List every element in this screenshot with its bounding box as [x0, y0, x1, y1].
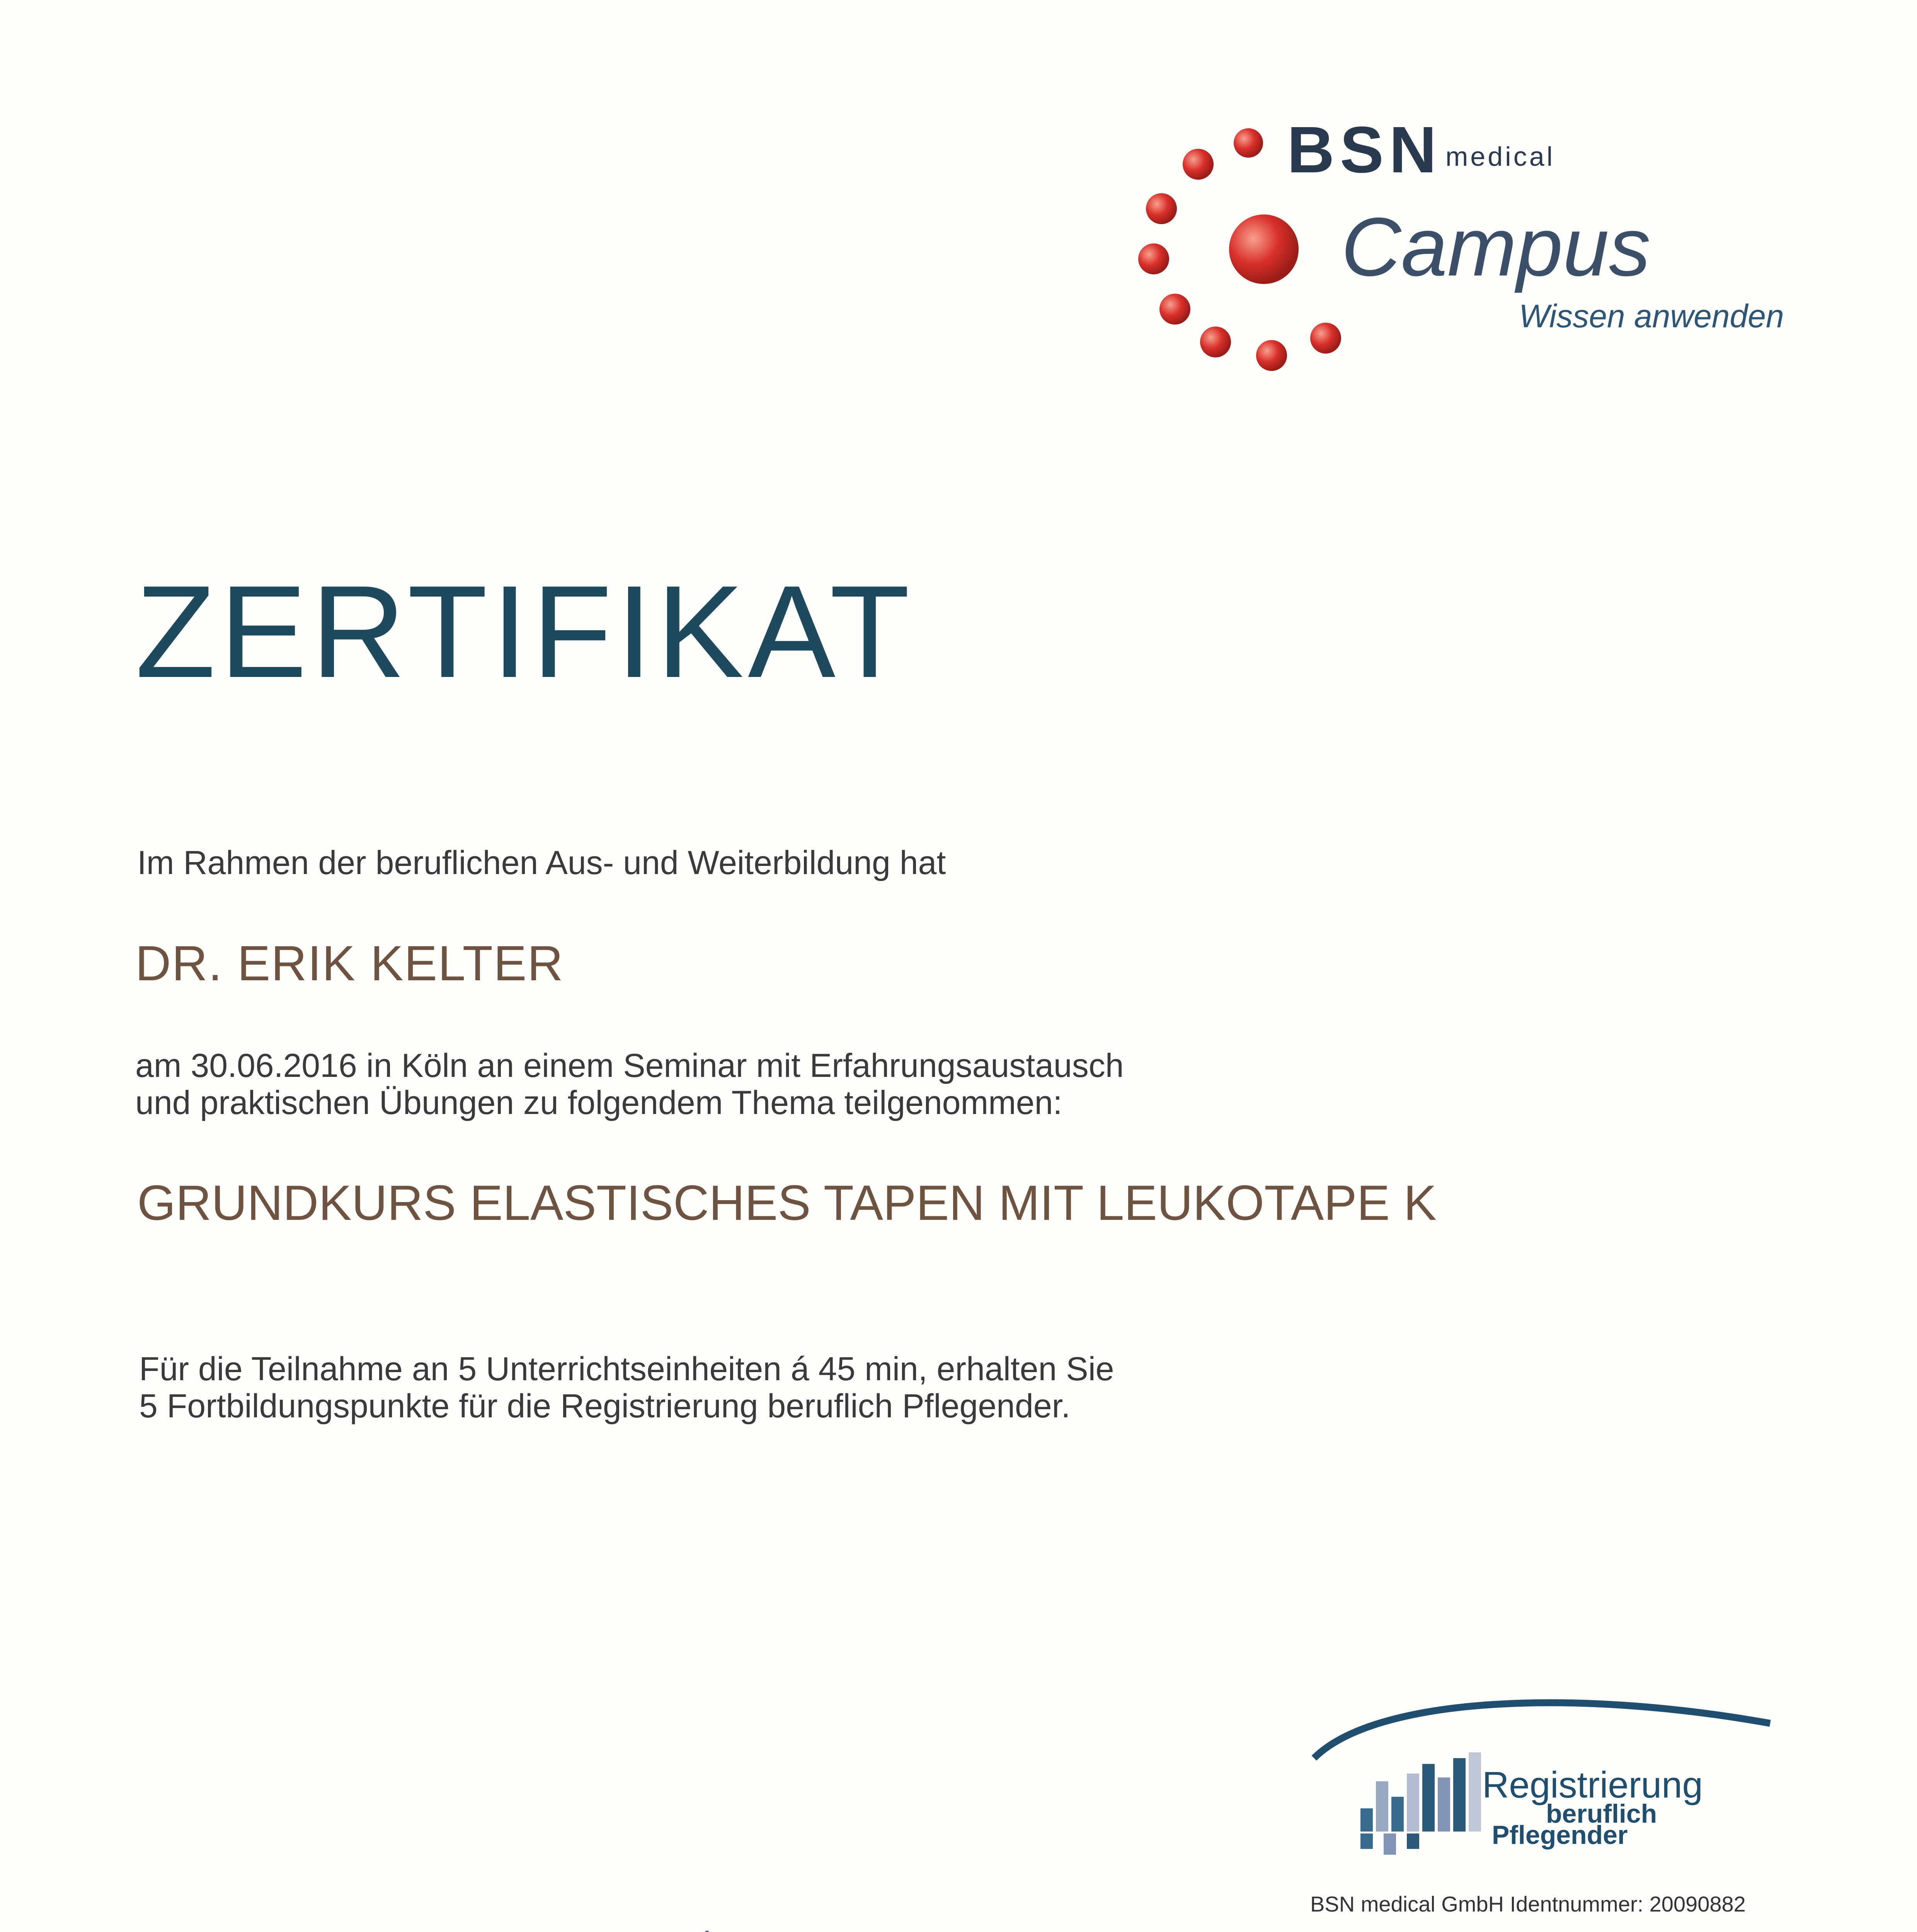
- medical-wordmark: medical: [1445, 141, 1555, 172]
- certificate-title: ZERTIFIKAT: [135, 558, 914, 705]
- bsn-wordmark: BSN: [1287, 113, 1442, 187]
- campus-wordmark: Campus: [1341, 200, 1651, 293]
- registrierung-line-2: beruflich: [1546, 1799, 1657, 1828]
- bsn-campus-logo: [1132, 113, 1813, 379]
- points-line-1: Für die Teilnahme an 5 Unterrichtseinheiten á 45 min, erhalten Sie: [139, 1350, 1114, 1388]
- event-text: [135, 1047, 1124, 1121]
- participant-name: DR. ERIK KELTER: [135, 936, 564, 991]
- course-title: GRUNDKURS ELASTISCHES TAPEN MIT LEUKOTAPE K: [137, 1175, 1437, 1231]
- campus-tagline: Wissen anwenden: [1519, 298, 1784, 334]
- intro-text: Im Rahmen der beruflichen Aus- und Weiterbildung hat: [137, 844, 946, 881]
- event-line-1: am 30.06.2016 in Köln an einem Seminar mit Erfahrungsaustausch: [135, 1047, 1124, 1084]
- handwritten-signature: [657, 1924, 1082, 1932]
- points-line-2: 5 Fortbildungspunkte für die Registrierung beruflich Pflegender.: [139, 1388, 1071, 1425]
- ident-number: BSN medical GmbH Identnummer: 20090882: [1310, 1892, 1746, 1916]
- signature-drawing: [657, 1924, 1082, 1932]
- registrierung-line-3: Pflegender: [1492, 1820, 1628, 1850]
- points-text: [139, 1350, 1114, 1425]
- event-line-2: und praktischen Übungen zu folgendem Thema teilgenommen:: [135, 1084, 1062, 1121]
- registrierung-logo: [1306, 1681, 1786, 1862]
- registrierung-line-1: Registrierung: [1482, 1764, 1703, 1806]
